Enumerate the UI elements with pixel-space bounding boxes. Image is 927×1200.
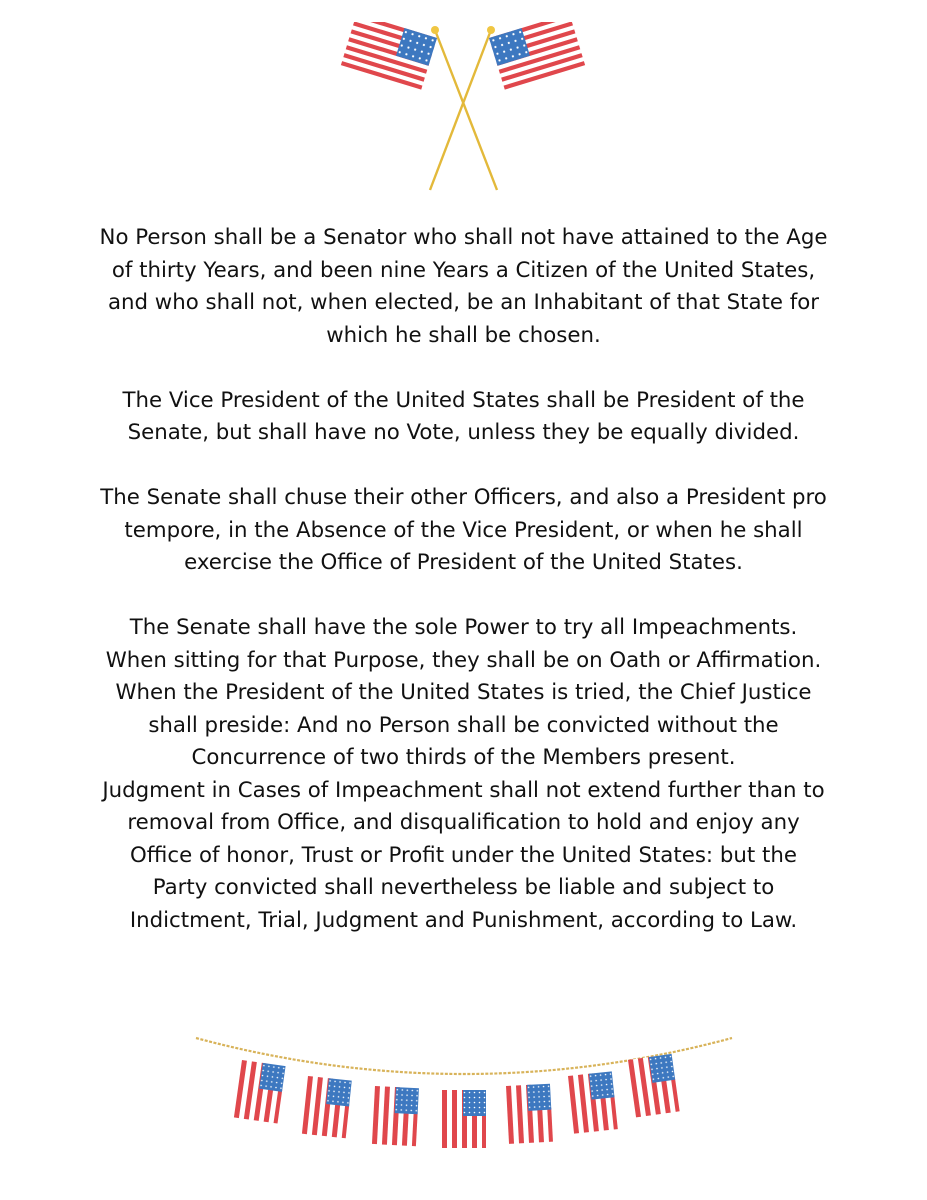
crossed-flags-icon	[340, 22, 588, 194]
right-flag-icon	[489, 22, 585, 90]
text-line: The Senate shall have the sole Power to try all Impeachments.	[129, 615, 798, 640]
text-line: shall preside: And no Person shall be convicted without the	[148, 712, 779, 738]
text-line: and who shall not, when elected, be an Inhabitant of that State for	[107, 290, 820, 315]
text-line: of thirty Years, and been nine Years a Citizen of the United States,	[111, 257, 816, 283]
text-line: tempore, in the Absence of the Vice President, or when he shall	[124, 517, 803, 543]
flag-bunting-icon	[190, 1030, 738, 1160]
text-line: Party convicted shall nevertheless be liable and subject to	[152, 875, 775, 900]
text-line: Concurrence of two thirds of the Members present.	[191, 745, 736, 770]
text-line: which he shall be chosen.	[326, 322, 601, 348]
paragraph-impeachment	[40, 612, 887, 937]
paragraph-senate-officers	[40, 482, 887, 580]
text-line: Office of honor, Trust or Profit under the United States: but the	[130, 842, 797, 868]
text-line: The Senate shall chuse their other Officers, and also a President pro	[100, 485, 827, 510]
text-line: Indictment, Trial, Judgment and Punishment, according to Law.	[129, 907, 798, 933]
text-line: exercise the Office of President of the United States.	[184, 550, 743, 575]
text-line: When the President of the United States is tried, the Chief Justice	[115, 680, 812, 705]
text-line: No Person shall be a Senator who shall not have attained to the Age	[99, 225, 828, 250]
paragraph-vice-president	[40, 385, 887, 450]
text-line: Judgment in Cases of Impeachment shall not extend further than to	[102, 777, 825, 803]
text-line: Senate, but shall have no Vote, unless they be equally divided.	[127, 420, 800, 445]
text-line: The Vice President of the United States shall be President of the	[122, 387, 805, 413]
text-line: removal from Office, and disqualification to hold and enjoy any	[127, 810, 800, 835]
paragraph-senator-qualifications	[40, 222, 887, 352]
constitution-text	[40, 222, 887, 937]
left-flag-icon	[341, 22, 437, 90]
text-line: When sitting for that Purpose, they shall be on Oath or Affirmation.	[105, 647, 822, 673]
